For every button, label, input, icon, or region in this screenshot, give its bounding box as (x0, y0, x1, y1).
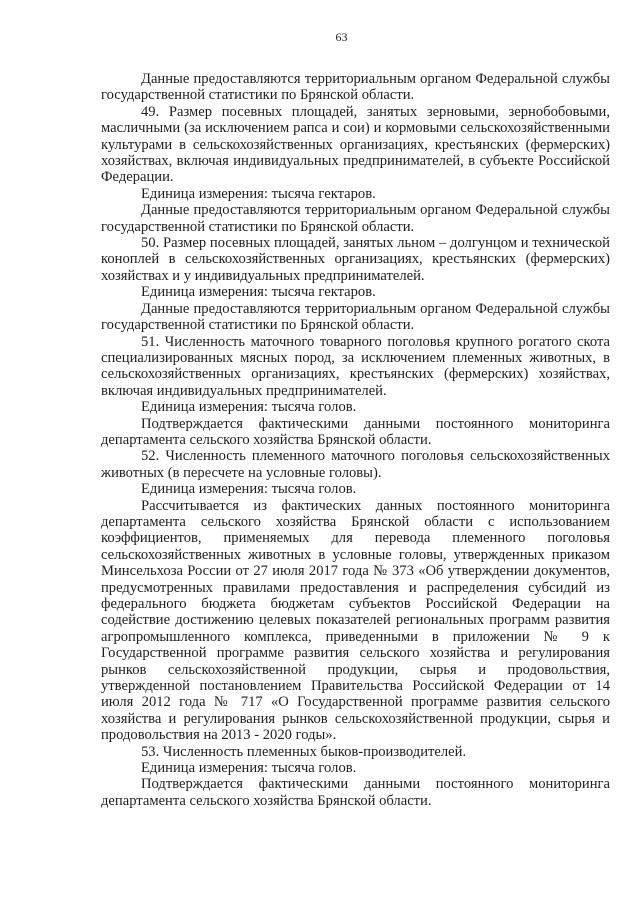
unit-53: Единица измерения: тысяча голов. (141, 760, 357, 777)
unit-52: Единица измерения: тысяча голов. (141, 481, 357, 498)
paragraph-source-51: Подтверждается фактическими данными постоянного мониторинга департамента сельского хозяйства Брянской области. (101, 415, 610, 448)
item-52: 52. Численность племенного маточного поголовья сельскохозяйственных животных (в пересчете на условные головы). (101, 448, 610, 481)
paragraph-source-53: Подтверждается фактическими данными постоянного мониторинга департамента сельского хозяйства Брянской области. (101, 776, 610, 809)
page-number: 63 (335, 30, 348, 44)
item-51: 51. Численность маточного товарного поголовья крупного рогатого скота специализированных мясных пород, за исключением племенных животных, в сельскохозяйственных организациях, крестьянских (фермерских) хозяйствах, включая индивидуальных предпринимателей. (101, 333, 610, 399)
paragraph-source-50: Данные предоставляются территориальным органом Федеральной службы государственной статистики по Брянской области. (101, 300, 610, 334)
unit-50: Единица измерения: тысяча гектаров. (141, 284, 376, 301)
paragraph-source-1: Данные предоставляются территориальным органом Федеральной службы государственной статистики по Брянской области. (101, 71, 610, 104)
unit-51: Единица измерения: тысяча голов. (141, 399, 357, 416)
paragraph-calculation-52: Рассчитывается из фактических данных постоянного мониторинга департамента сельского хозяйства Брянской области с использованием коэффициентов, применяемых для перевода племенного поголовья сельскохозяйственных животных в условные головы, утвержденных приказом Минсельхоза России от 27 июля 2017 года № 373 «Об утверждении документов, предусмотренных правилами предоставления и распределения субсидий из федерального бюджета бюджетам субъектов Российской Федерации на содействие достижению целевых показателей региональных программ развития агропромышленного комплекса, приведенными в приложении № 9 к Государственной программе развития сельского хозяйства и регулирования рынков сельскохозяйственной продукции, сырья и продовольствия, утвержденной постановлением Правительства Российской Федерации от 14 июля 2012 года № 717 «О Государственной программе развития сельского хозяйства и регулирования рынков сельскохозяйственной продукции, сырья и продовольствия на 2013 - 2020 годы». (101, 497, 610, 744)
paragraph-source-49: Данные предоставляются территориальным органом Федеральной службы государственной статистики по Брянской области. (101, 202, 610, 235)
item-53: 53. Численность племенных быков-производителей. (141, 743, 467, 760)
item-49: 49. Размер посевных площадей, занятых зерновыми, зернобобовыми, масличными (за исключением рапса и сои) и кормовыми сельскохозяйственными культурами в сельскохозяйственных организациях, крестьянских (фермерских) хозяйствах, включая индивидуальных предпринимателей, в субъекте Российской Федерации. (101, 103, 610, 186)
unit-49: Единица измерения: тысяча гектаров. (141, 185, 376, 202)
item-50: 50. Размер посевных площадей, занятых льном – долгунцом и технической коноплей в сельскохозяйственных организациях, крестьянских (фермерских) хозяйствах и у индивидуальных предпринимателей. (101, 235, 610, 284)
